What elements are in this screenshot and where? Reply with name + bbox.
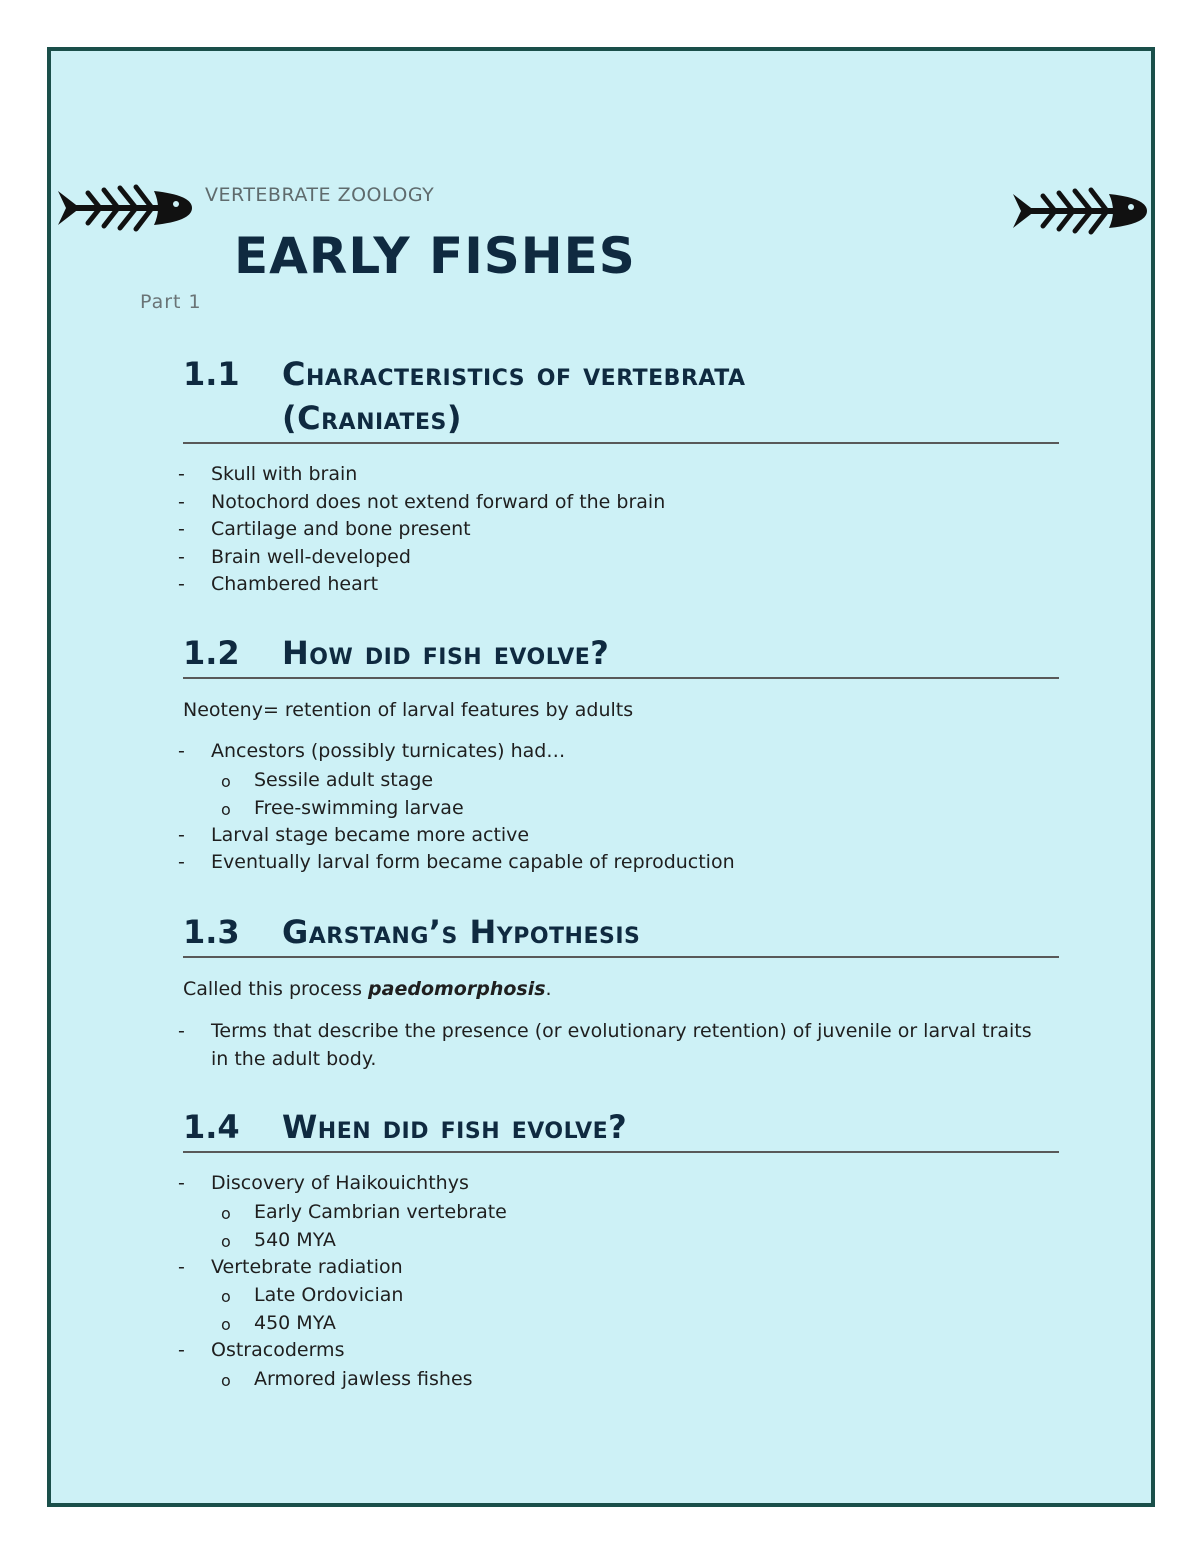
list-item: - Terms that describe the presence (or evolutionary retention) of juvenile or larval traits in the adult body. <box>183 1018 1043 1073</box>
sub-list-item: o 540 MYA <box>183 1226 1059 1254</box>
section-title: Characteristics of vertebrata (Craniates) <box>282 355 746 437</box>
key-term: paedomorphosis <box>368 978 546 1000</box>
list-item: - Ancestors (possibly turnicates) had… o Sessile adult stage o Free-swimming larvae <box>183 738 1059 822</box>
part-label: Part 1 <box>140 291 202 313</box>
section-1-2 <box>183 631 1059 877</box>
list-item: - Notochord does not extend forward of the brain <box>183 489 1059 517</box>
section-number: 1.2 <box>183 634 240 672</box>
section-number: 1.3 <box>183 913 240 951</box>
subject-label: VERTEBRATE ZOOLOGY <box>205 184 435 206</box>
section-number: 1.4 <box>183 1108 240 1146</box>
section-number: 1.1 <box>183 355 240 393</box>
page-title: EARLY FISHES <box>234 227 636 285</box>
list-item: - Brain well-developed <box>183 544 1059 572</box>
bullet-list <box>183 461 1059 599</box>
section-1-3 <box>183 910 1059 1073</box>
sub-list-item: o Free-swimming larvae <box>183 794 1059 822</box>
bullet-list <box>183 1018 1043 1073</box>
list-item: - Ostracoderms o Armored jawless fishes <box>183 1337 1059 1393</box>
section-heading <box>183 1105 1059 1153</box>
section-heading <box>183 352 1059 444</box>
list-item: - Chambered heart <box>183 571 1059 599</box>
section-1-1 <box>183 352 1059 599</box>
sub-list-item: o Sessile adult stage <box>183 766 1059 794</box>
sub-list-item: o Early Cambrian vertebrate <box>183 1198 1059 1226</box>
intro-text: Called this process paedomorphosis. <box>183 978 552 1000</box>
list-item: - Cartilage and bone present <box>183 516 1059 544</box>
fish-bone-icon <box>1013 186 1147 236</box>
intro-text: Neoteny= retention of larval features by adults <box>183 699 634 721</box>
section-heading <box>183 910 1059 958</box>
sub-list-item: o 450 MYA <box>183 1309 1059 1337</box>
list-item: - Eventually larval form became capable of reproduction <box>183 849 1059 877</box>
list-item: - Discovery of Haikouichthys o Early Cambrian vertebrate o 540 MYA <box>183 1170 1059 1254</box>
list-item: - Larval stage became more active <box>183 822 1059 850</box>
sub-list <box>183 1198 1059 1254</box>
section-1-4 <box>183 1105 1059 1393</box>
section-heading <box>183 631 1059 679</box>
sub-list <box>183 766 1059 822</box>
bullet-list <box>183 1170 1059 1393</box>
section-title: How did fish evolve? <box>282 634 610 672</box>
sub-list-item: o Late Ordovician <box>183 1281 1059 1309</box>
section-title: Garstang’s Hypothesis <box>282 913 641 951</box>
sub-list-item: o Armored jawless fishes <box>183 1365 1059 1393</box>
section-title: When did fish evolve? <box>282 1108 628 1146</box>
sub-list <box>183 1365 1059 1393</box>
list-item: - Vertebrate radiation o Late Ordovician o 450 MYA <box>183 1254 1059 1338</box>
list-item: - Skull with brain <box>183 461 1059 489</box>
fish-bone-icon <box>58 183 192 233</box>
bullet-list <box>183 738 1059 877</box>
sub-list <box>183 1281 1059 1337</box>
